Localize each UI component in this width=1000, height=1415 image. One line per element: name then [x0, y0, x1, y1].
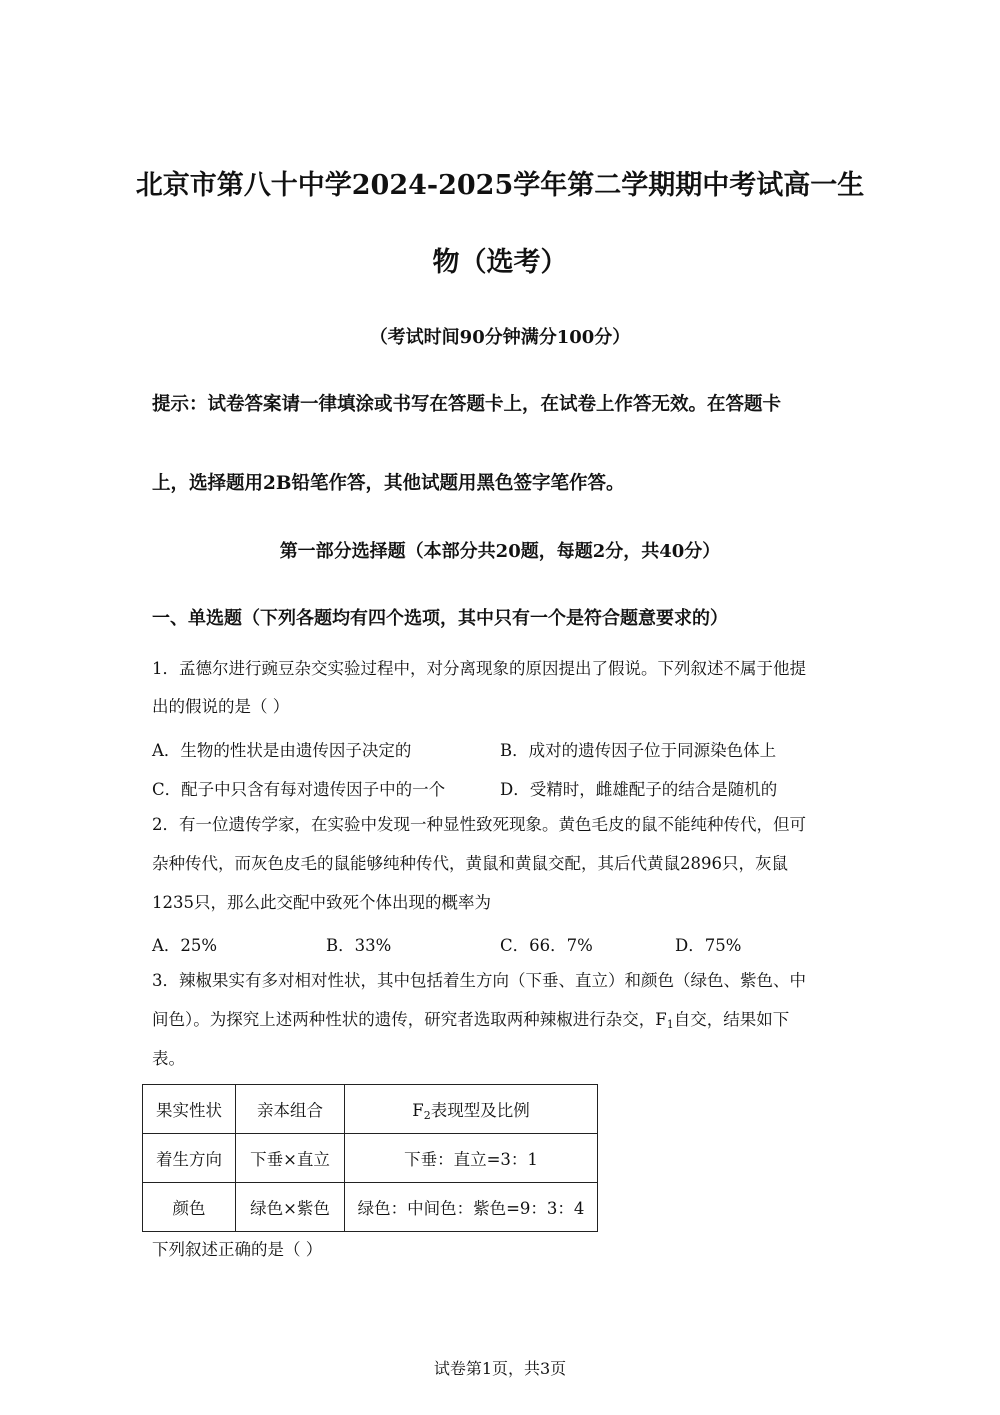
- q2-option-a: A．25%: [152, 936, 218, 955]
- q1-stem-line1: 1．孟德尔进行豌豆杂交实验过程中，对分离现象的原因提出了假说。下列叙述不属于他提: [152, 659, 806, 678]
- q3-stem-line1: 3．辣椒果实有多对相对性状，其中包括着生方向（下垂、直立）和颜色（绿色、紫色、中: [152, 971, 806, 990]
- q3-stem-line2-text: 间色）。为探究上述两种性状的遗传，研究者选取两种辣椒进行杂交，F: [152, 1010, 667, 1029]
- table-header-result-text: 表现型及比例: [430, 1100, 530, 1120]
- document-title-line1: 北京市第八十中学2024-2025学年第二学期期中考试高一生: [135, 170, 865, 201]
- section-heading: 一、单选题（下列各题均有四个选项，其中只有一个是符合题意要求的）: [152, 608, 728, 629]
- table-cell-result: 绿色：中间色：紫色=9：3：4: [345, 1183, 598, 1232]
- q3-stem-line2-tail: 自交，结果如下: [673, 1010, 790, 1029]
- q1-option-a: A．生物的性状是由遗传因子决定的: [152, 741, 412, 760]
- page-footer: 试卷第1页，共3页: [433, 1359, 567, 1378]
- table-cell-cross: 下垂×直立: [236, 1134, 345, 1183]
- document-title-line2: 物（选考）: [432, 247, 568, 278]
- q2-stem-line3: 1235只，那么此交配中致死个体出现的概率为: [152, 893, 491, 912]
- table-header-subscript: 2: [423, 1108, 431, 1122]
- q1-option-c: C．配子中只含有每对遗传因子中的一个: [152, 780, 446, 799]
- q2-option-b: B．33%: [326, 936, 392, 955]
- q2-option-c: C．66．7%: [500, 936, 593, 955]
- table-cell-cross: 绿色×紫色: [236, 1183, 345, 1232]
- table-header-result-prefix: F: [412, 1100, 424, 1120]
- q3-stem-line2: [152, 1003, 852, 1042]
- notice-line1: 提示：试卷答案请一律填涂或书写在答题卡上，在试卷上作答无效。在答题卡: [152, 394, 782, 415]
- q3-table: [142, 1084, 598, 1232]
- q1-option-d: D．受精时，雌雄配子的结合是随机的: [500, 780, 778, 799]
- table-header-row: [143, 1085, 598, 1134]
- q1-option-b: B．成对的遗传因子位于同源染色体上: [500, 741, 777, 760]
- q3-stem-line3: 表。: [152, 1049, 185, 1068]
- q3-prompt: 下列叙述正确的是（ ）: [152, 1240, 323, 1259]
- exam-info: （考试时间90分钟满分100分）: [369, 327, 631, 348]
- table-cell-result: 下垂：直立=3：1: [345, 1134, 598, 1183]
- notice-line2: 上，选择题用2B铅笔作答，其他试题用黑色签字笔作答。: [152, 473, 625, 494]
- table-header-cross: 亲本组合: [236, 1085, 345, 1134]
- table-header-result: [345, 1085, 598, 1134]
- q3-stem-subscript: 1: [666, 1018, 674, 1031]
- table-cell-trait: 着生方向: [143, 1134, 236, 1183]
- table-header-trait: 果实性状: [143, 1085, 236, 1134]
- q1-stem-line2: 出的假说的是（ ）: [152, 697, 290, 716]
- table-cell-trait: 颜色: [143, 1183, 236, 1232]
- table-row: [143, 1183, 598, 1232]
- q2-stem-line2: 杂种传代，而灰色皮毛的鼠能够纯种传代，黄鼠和黄鼠交配，其后代黄鼠2896只，灰鼠: [152, 854, 788, 873]
- table-row: [143, 1134, 598, 1183]
- q2-option-d: D．75%: [675, 936, 742, 955]
- part1-title: 第一部分选择题（本部分共20题，每题2分，共40分）: [279, 541, 721, 562]
- q2-stem-line1: 2．有一位遗传学家，在实验中发现一种显性致死现象。黄色毛皮的鼠不能纯种传代，但可: [152, 815, 806, 834]
